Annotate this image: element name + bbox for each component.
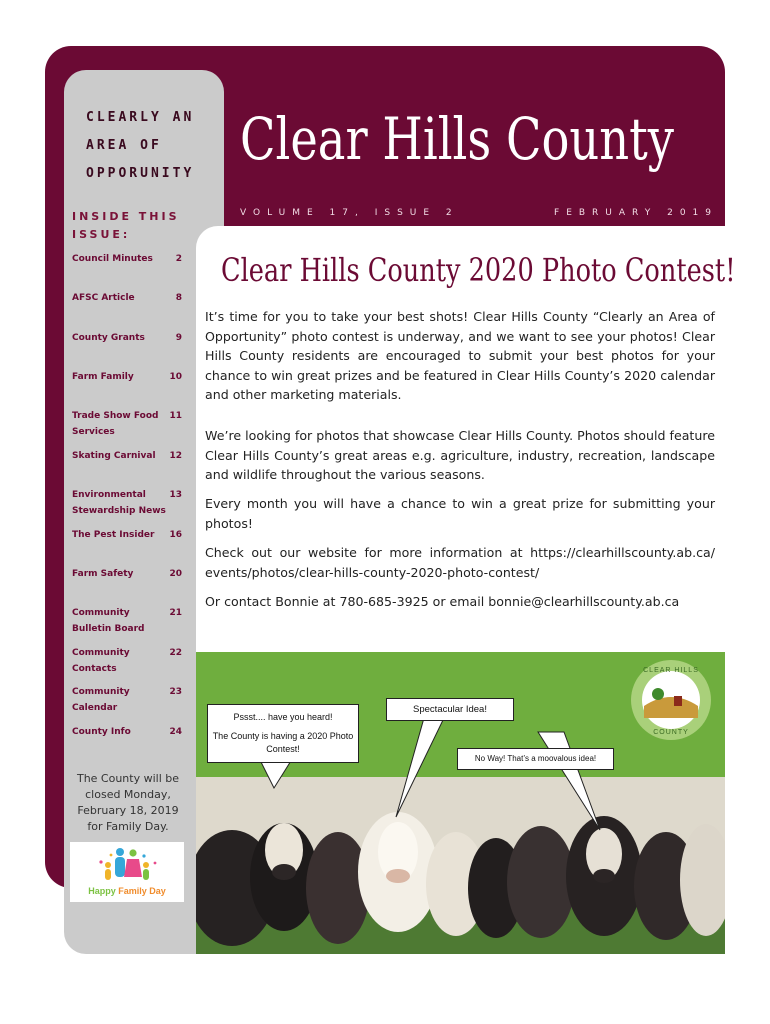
child-head-icon <box>105 862 111 868</box>
toc-item[interactable] <box>72 290 212 324</box>
toc-item-title: The Pest Insider <box>72 530 155 540</box>
article-paragraph: Or contact Bonnie at 780-685-3925 or email bonnie@clearhillscounty.ab.ca <box>205 594 680 609</box>
tagline-line: AREA OF <box>86 138 162 153</box>
tagline <box>86 104 216 188</box>
child-body-icon <box>105 869 111 880</box>
toc-item-title: Community Calendar <box>72 687 130 713</box>
toc-item[interactable] <box>72 369 212 403</box>
confetti-dot <box>110 854 113 857</box>
closure-note: The County will be closed Monday, February 18, 2019 for Family Day. <box>76 772 180 833</box>
toc-item[interactable] <box>72 605 212 639</box>
toc-item-title: Council Minutes <box>72 254 153 264</box>
confetti-dot <box>99 860 102 863</box>
toc-item[interactable] <box>72 527 212 561</box>
toc-item-page: 10 <box>169 372 182 382</box>
toc-item-page: 22 <box>169 648 182 658</box>
issue-date: FEBRUARY 2019 <box>554 208 718 218</box>
speech-bubble-middle: Spectacular Idea! <box>386 698 514 721</box>
toc-item-page: 8 <box>175 293 182 303</box>
family-day-illustration <box>70 842 184 902</box>
toc-item-page: 2 <box>175 254 182 264</box>
county-seal-top-text: CLEAR HILLS <box>643 667 699 674</box>
toc-item-page: 12 <box>169 451 182 461</box>
seal-barn <box>674 696 682 706</box>
toc-item[interactable] <box>72 645 212 679</box>
mother-head-icon <box>129 849 136 856</box>
toc-item-title: Trade Show Food Services <box>72 411 159 437</box>
county-seal-bottom-text: COUNTY <box>653 729 689 736</box>
cow-nose <box>272 864 296 880</box>
speech-bubble-left-line2: The County is having a 2020 Photo Contest! <box>212 731 354 754</box>
cow-nose <box>593 869 615 883</box>
article-paragraph: We’re looking for photos that showcase Clear Hills County. Photos should feature Clear Hills County’s great areas e.g. agriculture, industry, recreation, landscape and wildlife throughout the various seasons. <box>205 428 715 482</box>
toc-item[interactable] <box>72 448 212 482</box>
confetti-dot <box>142 854 145 857</box>
family-day-caption <box>88 886 166 896</box>
child-body-icon <box>143 869 149 880</box>
cow-body <box>507 826 575 938</box>
father-body-icon <box>115 857 125 877</box>
volume-issue: VOLUME 17, ISSUE 2 <box>240 208 459 218</box>
toc-item-title: Skating Carnival <box>72 451 156 461</box>
family-day-logo <box>70 842 184 902</box>
cow-nose <box>386 869 410 883</box>
toc-item-page: 21 <box>169 608 182 618</box>
speech-bubble-left-line1: Pssst.... have you heard! <box>233 712 333 722</box>
tagline-line: OPPORUNITY <box>86 166 195 181</box>
toc-item-page: 20 <box>169 569 182 579</box>
family-day-caption-part1: Happy <box>88 886 116 896</box>
father-head-icon <box>116 848 124 856</box>
tagline-line: CLEARLY AN <box>86 110 195 125</box>
mother-body-icon <box>124 859 142 877</box>
speech-bubble-right: No Way! That’s a moovalous idea! <box>457 748 614 770</box>
toc-item-title: County Grants <box>72 333 145 343</box>
child-head-icon <box>143 862 149 868</box>
toc-item-page: 16 <box>169 530 182 540</box>
toc-item-title: AFSC Article <box>72 293 135 303</box>
toc-item-title: Community Contacts <box>72 648 130 674</box>
toc-item-title: Community Bulletin Board <box>72 608 145 634</box>
toc-item-title: County Info <box>72 727 131 737</box>
toc-item-title: Farm Safety <box>72 569 134 579</box>
family-day-caption-part2: Family Day <box>118 886 166 896</box>
toc-item-title: Environmental Stewardship News <box>72 490 166 516</box>
toc-heading: INSIDE THIS ISSUE: <box>72 210 180 241</box>
toc-item-page: 9 <box>175 333 182 343</box>
contest-photo <box>196 652 725 954</box>
seal-tree <box>652 688 664 700</box>
toc-item-title: Farm Family <box>72 372 134 382</box>
toc-item[interactable] <box>72 724 212 758</box>
toc-item-page: 11 <box>169 411 182 421</box>
article-paragraph: Check out our website for more information at https://clearhillscounty.ab.ca/ events/photos/clear-hills-county-2020-photo-contest/ <box>205 545 715 580</box>
newsletter-title: Clear Hills County <box>240 105 675 173</box>
toc-item[interactable] <box>72 684 212 718</box>
toc-item[interactable] <box>72 251 212 285</box>
article-paragraph: Every month you will have a chance to win a great prize for submitting your photos! <box>205 496 715 531</box>
toc-item[interactable] <box>72 487 212 521</box>
toc-item-page: 23 <box>169 687 182 697</box>
toc-item-page: 13 <box>169 490 182 500</box>
speech-bubble-left <box>207 704 359 763</box>
confetti-dot <box>154 862 157 865</box>
toc-item[interactable] <box>72 330 212 364</box>
article-title: Clear Hills County 2020 Photo Contest! <box>221 251 736 289</box>
toc-item-page: 24 <box>169 727 182 737</box>
toc-item[interactable] <box>72 408 212 442</box>
toc-item[interactable] <box>72 566 212 600</box>
article-paragraph: It’s time for you to take your best shots! Clear Hills County “Clearly an Area of Opportunity” photo contest is underway, and we want to see your photos! Clear Hills County residents are encouraged to submit your best photos for your chance to win great prizes and be featured in Clear Hills County’s 2020 calendar and other marketing materials. <box>205 309 715 402</box>
